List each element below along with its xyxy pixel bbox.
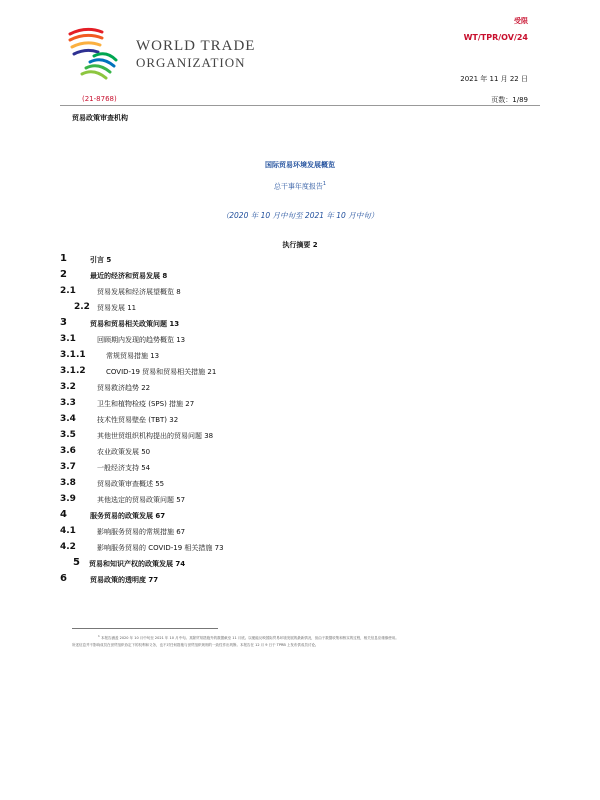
- toc-item-number: 4: [60, 509, 67, 520]
- toc-item-number: 3.4: [60, 414, 76, 424]
- toc-item-title[interactable]: COVID-19 贸易和贸易相关措施 21: [106, 368, 217, 376]
- footnote: [72, 633, 532, 649]
- footnote-line-1: [72, 633, 532, 642]
- wto-logo: [64, 20, 124, 80]
- toc-item-title[interactable]: 贸易发展和经济展望概览 8: [97, 288, 181, 296]
- toc-item-title[interactable]: 其他选定的贸易政策问题 57: [97, 496, 186, 504]
- reference-number: (21-8768): [82, 95, 117, 103]
- footnote-mark: 1: [98, 634, 100, 638]
- issuing-body: 贸易政策审查机构: [72, 114, 128, 122]
- toc-item-number: 2.1: [60, 286, 76, 296]
- toc-item-title[interactable]: 影响服务贸易的常规措施 67: [97, 528, 186, 536]
- footnote-text-1: 本报告涵盖 2020 年 10 月中旬至 2021 年 10 月中旬。其除贸易措施外的数据截至 11 月底。以便能反映国际贸易环境发展的最新情况，但由于数据收集和核实的过程，相关信息应谨慎使用。: [100, 636, 399, 641]
- footnote-separator: [72, 628, 218, 629]
- wto-logo-icon: [64, 20, 124, 80]
- toc-item-number: 3.7: [60, 462, 76, 472]
- page-info: 页数：1/89: [491, 96, 528, 104]
- document-symbol: WT/TPR/OV/24: [463, 33, 528, 42]
- toc-item-title[interactable]: 常规贸易措施 13: [106, 352, 160, 360]
- toc-executive-summary[interactable]: 执行摘要 2: [282, 241, 318, 249]
- toc-item-number: 5: [73, 557, 80, 568]
- toc-item-title[interactable]: 贸易政策审查概述 55: [97, 480, 165, 488]
- toc-item-title[interactable]: 最近的经济和贸易发展 8: [90, 272, 168, 280]
- toc-item-number: 3.1.1: [60, 350, 86, 360]
- toc-item-title[interactable]: 卫生和植物检疫 (SPS) 措施 27: [97, 400, 195, 408]
- toc-item-title[interactable]: 技术性贸易壁垒 (TBT) 32: [97, 416, 179, 424]
- footnote-reference[interactable]: 1: [322, 181, 327, 187]
- toc-item-title[interactable]: 贸易和知识产权的政策发展 74: [89, 560, 186, 568]
- toc-item-number: 2: [60, 269, 67, 280]
- toc-item-number: 3.8: [60, 478, 76, 488]
- toc-item-title[interactable]: 引言 5: [90, 256, 112, 264]
- toc-item-title[interactable]: 影响服务贸易的 COVID-19 相关措施 73: [97, 544, 224, 552]
- toc-item-number: 4.2: [60, 542, 76, 552]
- toc-item-number: 4.1: [60, 526, 76, 536]
- toc-item-number: 3: [60, 317, 67, 328]
- org-name-line2: ORGANIZATION: [136, 55, 246, 70]
- toc-item-title[interactable]: 贸易和贸易相关政策问题 13: [90, 320, 180, 328]
- toc-item-title[interactable]: 农业政策发展 50: [97, 448, 151, 456]
- document-date: 2021 年 11 月 22 日: [460, 75, 528, 83]
- toc-item-number: 3.6: [60, 446, 76, 456]
- toc-item-title[interactable]: 回顾期内发现的趋势概览 13: [97, 336, 186, 344]
- toc-item-number: 1: [60, 253, 67, 264]
- toc-item-number: 3.1.2: [60, 366, 86, 376]
- toc-item-number: 3.3: [60, 398, 76, 408]
- subtitle-text: 总干事年度报告: [273, 182, 323, 191]
- toc-item-number: 3.1: [60, 334, 76, 344]
- header-rule: [60, 105, 540, 106]
- org-name-line1: WORLD TRADE: [136, 38, 256, 54]
- toc-item-number: 6: [60, 573, 67, 584]
- toc-item-number: 3.5: [60, 430, 76, 440]
- restricted-label: 受限: [514, 17, 528, 25]
- footnote-text-2: 所述信息并不影响成员在世贸组织协定下的权利和义务，也不对任何措施与世贸组织规则的一致性作出判断。本报告在 12 月 9 日于 TPRB 上发布供成员讨论。: [72, 643, 319, 648]
- toc-item-title[interactable]: 贸易救济趋势 22: [97, 384, 151, 392]
- toc-item-title[interactable]: 其他世贸组织机构提出的贸易问题 38: [97, 432, 214, 440]
- toc-item-title[interactable]: 服务贸易的政策发展 67: [90, 512, 166, 520]
- toc-item-title[interactable]: 贸易政策的透明度 77: [90, 576, 159, 584]
- toc-item-title[interactable]: 贸易发展 11: [97, 304, 137, 312]
- toc-item-number: 3.9: [60, 494, 76, 504]
- toc-item-number: 2.2: [74, 302, 90, 312]
- toc-item-title[interactable]: 一般经济支持 54: [97, 464, 151, 472]
- toc-item-number: 3.2: [60, 382, 76, 392]
- report-title: 国际贸易环境发展概览: [265, 161, 335, 169]
- report-subtitle: [0, 181, 600, 191]
- report-period: （2020 年 10 月中旬至 2021 年 10 月中旬）: [221, 211, 379, 220]
